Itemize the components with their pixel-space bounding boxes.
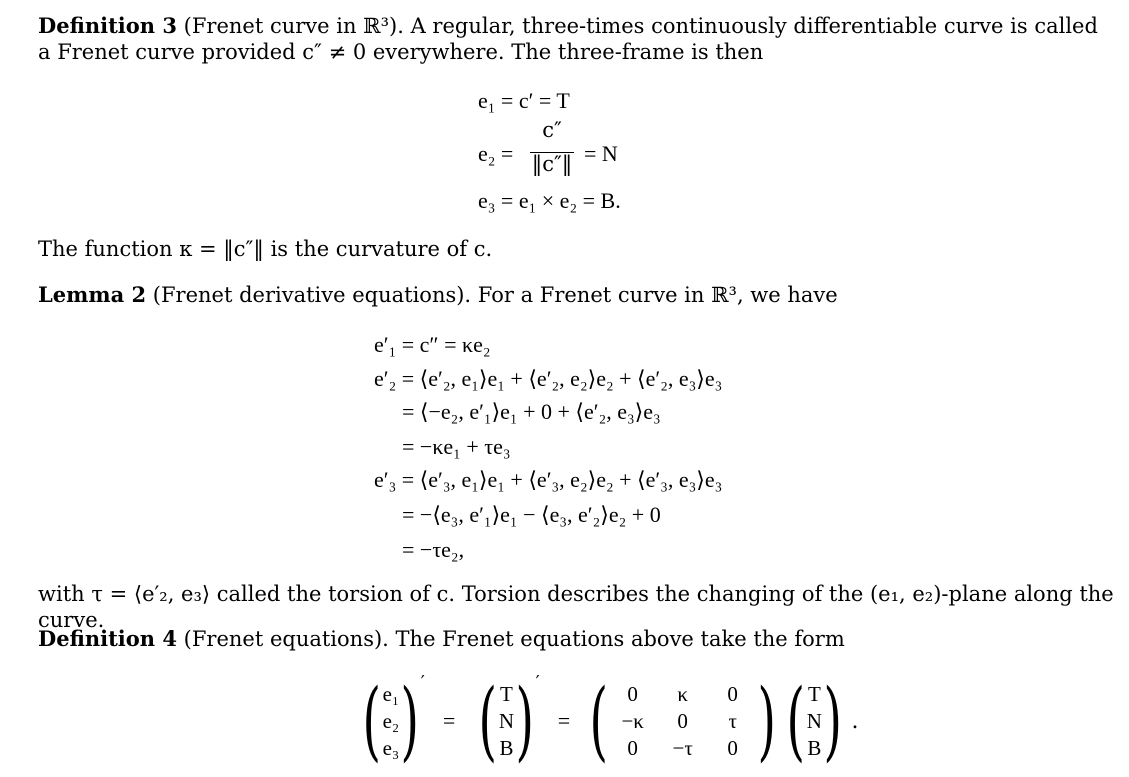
matrix-cell: −τ — [672, 735, 693, 760]
vec-N: N — [498, 708, 515, 733]
def3-text: A regular, three-times continuously differentiable curve is called a Frenet curve provided c″ ≠ 0 everywhere. The three-frame is then — [38, 14, 1098, 64]
matrix-cell: 0 — [727, 681, 738, 706]
prime-mark: ′ — [535, 672, 540, 693]
frenet-matrix-equation — [355, 671, 859, 771]
deriv-eq-2: e′₂ = ⟨e′₂, e₁⟩e₁ + ⟨e′₂, e₂⟩e₂ + ⟨e′₂, e₃⟩e₃ — [374, 366, 723, 391]
vec-T: T — [500, 681, 513, 706]
vec-B: B — [807, 735, 822, 760]
vector-e — [383, 681, 400, 762]
vec-B: B — [499, 735, 514, 760]
right-paren: ) — [400, 671, 420, 771]
lemma2-text: For a Frenet curve in ℝ³, we have — [477, 283, 838, 307]
vec-e1: e₁ — [382, 681, 400, 706]
eq-e1: e₁ = c′ = T — [478, 88, 570, 113]
equals-sign: = — [442, 708, 456, 733]
lemma-2 — [38, 282, 1098, 308]
frenet-matrix — [608, 681, 758, 762]
deriv-eq-6: = −⟨e₃, e′₁⟩e₁ − ⟨e₃, e′₂⟩e₂ + 0 — [402, 502, 661, 527]
vec-e2: e₂ — [382, 708, 400, 733]
matrix-row — [608, 735, 758, 762]
matrix-cell: 0 — [627, 681, 638, 706]
deriv-eq-3: = ⟨−e₂, e′₁⟩e₁ + 0 + ⟨e′₂, e₃⟩e₃ — [402, 399, 661, 424]
deriv-eq-5: e′₃ = ⟨e′₃, e₁⟩e₁ + ⟨e′₃, e₂⟩e₂ + ⟨e′₃, e₃⟩e₃ — [374, 467, 723, 492]
eq-e3: e₃ = e₁ × e₂ = B. — [478, 188, 621, 213]
eq-e2-denominator: ‖c″‖ — [531, 152, 573, 176]
vec-N: N — [806, 708, 822, 733]
vector-tnb — [499, 681, 514, 762]
curvature-sentence: The function κ = ‖c″‖ is the curvature of c. — [38, 237, 493, 261]
definition-3 — [38, 13, 1098, 65]
right-paren: ) — [823, 671, 842, 771]
def4-title: (Frenet equations). — [183, 627, 389, 651]
def4-text: The Frenet equations above take the form — [395, 627, 845, 651]
eq-e2-lhs: e₂ = — [478, 141, 514, 166]
def4-label: Definition 4 — [38, 626, 177, 651]
vec-T: T — [807, 681, 821, 706]
def3-label: Definition 3 — [38, 13, 177, 38]
def3-title: (Frenet curve in ℝ³). — [183, 14, 404, 38]
definition-4 — [38, 626, 1098, 652]
left-paren: ( — [589, 671, 609, 771]
vec-e3: e₃ — [382, 735, 400, 760]
matrix-row — [608, 681, 758, 708]
matrix-cell: 0 — [677, 708, 688, 733]
matrix-cell: −κ — [621, 708, 644, 733]
matrix-cell: τ — [728, 708, 737, 733]
right-paren: ) — [515, 671, 535, 771]
lemma2-label: Lemma 2 — [38, 282, 147, 307]
eq-e2-numerator: c″ — [542, 118, 562, 142]
equals-sign: = — [557, 708, 571, 733]
left-paren: ( — [362, 671, 382, 771]
matrix-cell: κ — [677, 681, 688, 706]
period: . — [851, 708, 859, 734]
deriv-eq-1: e′₁ = c″ = κe₂ — [374, 332, 491, 357]
matrix-cell: 0 — [627, 735, 638, 760]
prime-mark: ′ — [420, 672, 425, 693]
vector-tnb-rhs — [807, 681, 822, 762]
torsion-sentence: with τ = ⟨e′₂, e₃⟩ called the torsion of c. Torsion describes the changing of the (e₁, e₂)-plane along the curve. — [38, 582, 1114, 632]
matrix-cell: 0 — [727, 735, 738, 760]
left-paren: ( — [478, 671, 498, 771]
right-paren: ) — [757, 671, 776, 771]
deriv-eq-4: = −κe₁ + τe₃ — [402, 434, 511, 459]
lemma2-title: (Frenet derivative equations). — [152, 283, 472, 307]
left-paren: ( — [786, 671, 806, 771]
matrix-row — [608, 708, 758, 735]
eq-e2-rhs: = N — [584, 141, 618, 166]
deriv-eq-7: = −τe₂, — [402, 537, 465, 562]
